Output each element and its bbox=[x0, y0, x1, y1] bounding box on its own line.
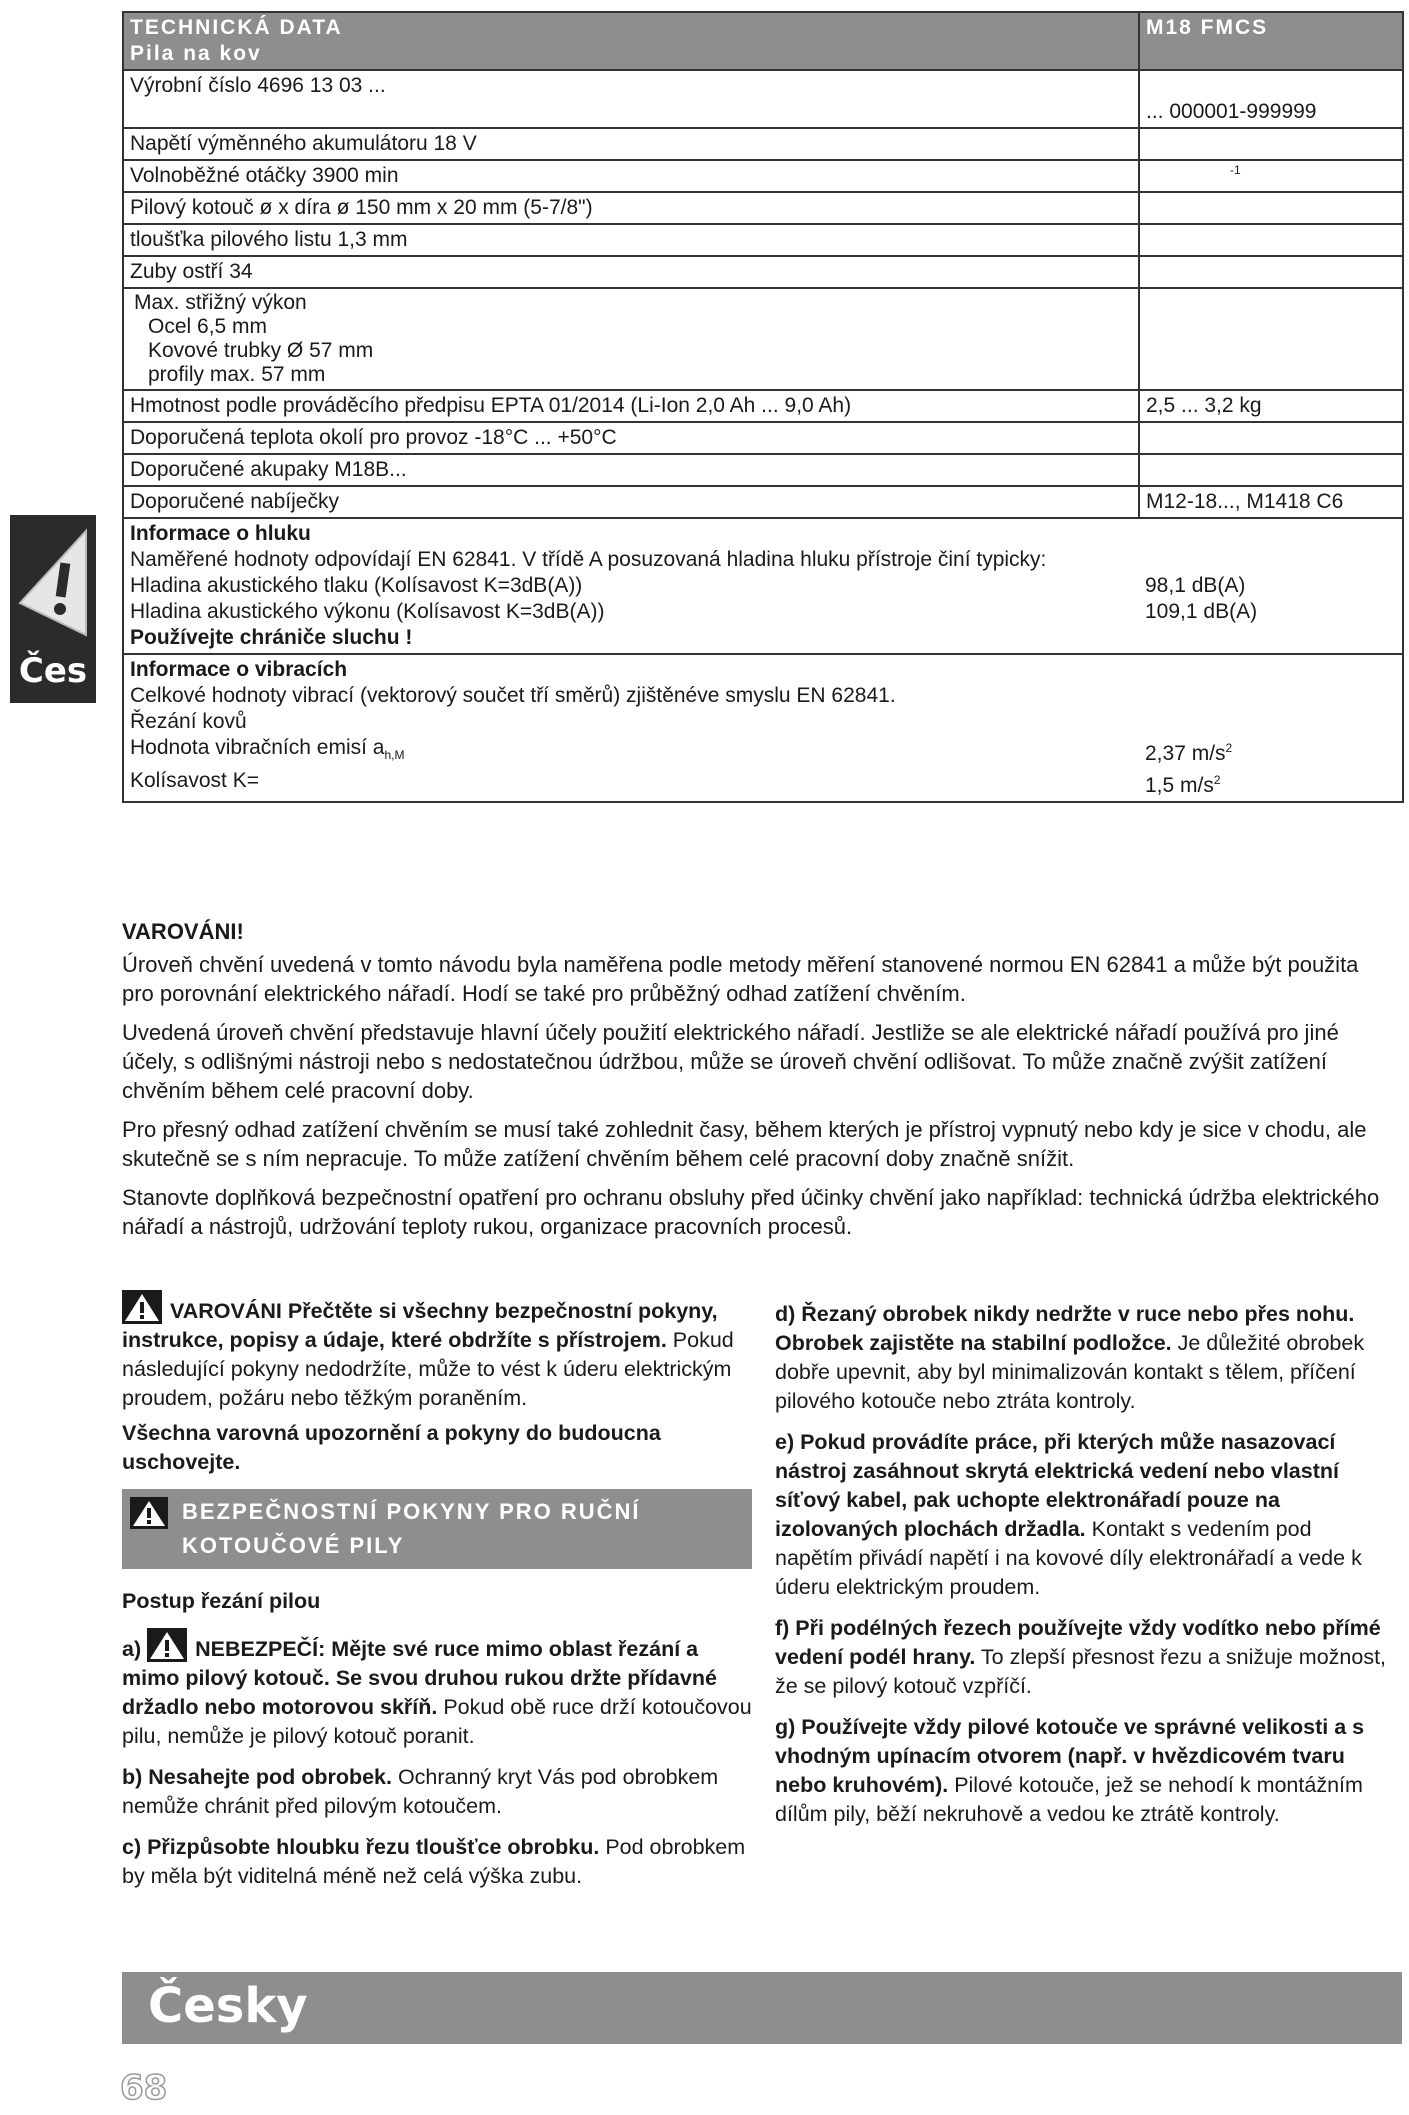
table-subtitle: Pila na kov bbox=[130, 42, 262, 65]
table-row: Doporučená teplota okolí pro provoz -18°C ... +50°C bbox=[123, 422, 1403, 454]
technical-data-table bbox=[122, 11, 1402, 803]
page-number: 68 bbox=[120, 2068, 168, 2108]
warning-triangle-icon bbox=[130, 1497, 168, 1529]
instruction-g: g) Používejte vždy pilové kotouče ve správné velikosti a s vhodným upínacím otvorem (např. v hvězdicovém tvaru nebo kruhovém). Pilové kotouče, jež se nehodí k montážním dílům pily, běží nekruhově a vedou ke ztrátě kontroly. bbox=[775, 1715, 1365, 1826]
table-row: Zuby ostří 34 bbox=[123, 256, 1403, 288]
table-row: Volnoběžné otáčky 3900 min -1 bbox=[123, 160, 1403, 192]
cutting-capacity-row: Max. střižný výkon Ocel 6,5 mm Kovové trubky Ø 57 mm profily max. 57 mm bbox=[123, 288, 1403, 390]
table-row: tloušťka pilového listu 1,3 mm bbox=[123, 224, 1403, 256]
safety-warning-paragraph: VAROVÁNI Přečtěte si všechny bezpečnostní pokyny, instrukce, popisy a údaje, které obdržíte s přístrojem. Pokud následující pokyny nedodržíte, může to vést k úderu elektrickým proudem, požáru nebo těžkým poraněním. bbox=[122, 1290, 752, 1413]
table-row: Výrobní číslo 4696 13 03 ... ... 000001-999999 bbox=[123, 70, 1403, 128]
instruction-c: c) Přizpůsobte hloubku řezu tloušťce obrobku. Pod obrobkem by měla být viditelná méně než celá výška zubu. bbox=[122, 1835, 746, 1888]
language-side-tab bbox=[10, 515, 96, 703]
warning-sign-icon bbox=[14, 523, 92, 643]
warning-paragraph: Uvedená úroveň chvění představuje hlavní účely použití elektrického nářadí. Jestliže se ale elektrické nářadí používá pro jiné účely, s odlišnými nástroji nebo s nedostatečnou údržbou, může se úroveň chvění odlišovat. To může značně zvýšit zatížení chvěním během celé pracovní doby. bbox=[122, 1020, 1339, 1103]
language-label: Česky bbox=[148, 1978, 308, 2034]
instruction-d: d) Řezaný obrobek nikdy nedržte v ruce nebo přes nohu. Obrobek zajistěte na stabilní podložce. Je důležité obrobek dobře upevnit, aby byl minimalizován kontakt s tělem, příčení pilového kotouče nebo ztráta kontroly. bbox=[775, 1302, 1365, 1413]
instruction-a: a) NEBEZPEČÍ: Mějte své ruce mimo oblast řezání a mimo pilový kotouč. Se svou druhou rukou držte přídavné držadlo nebo motorovou skříň. Pokud obě ruce drží kotoučovou pilu, nemůže je pilový kotouč poranit. bbox=[122, 1628, 752, 1751]
table-row: Doporučené nabíječky M12-18..., M1418 C6 bbox=[123, 486, 1403, 518]
side-tab-label: Čes bbox=[18, 651, 88, 691]
instruction-b: b) Nesahejte pod obrobek. Ochranný kryt Vás pod obrobkem nemůže chránit před pilovým kotoučem. bbox=[122, 1765, 719, 1818]
noise-info-row: Informace o hluku Naměřené hodnoty odpovídají EN 62841. V třídě A posuzovaná hladina hluku přístroje činí typicky: Hladina akustického tlaku (Kolísavost K=3dB(A)) Hladina akustického výkonu (Kolísavost K=3dB(A)) Používejte chrániče sluchu ! 98,1 dB(A) 109,1 dB(A) bbox=[123, 518, 1403, 654]
warning-heading: VAROVÁNI! bbox=[122, 919, 244, 944]
table-row: Doporučené akupaky M18B... bbox=[123, 454, 1403, 486]
section-bar bbox=[122, 1489, 752, 1569]
table-row: Pilový kotouč ø x díra ø 150 mm x 20 mm (5-7/8") bbox=[123, 192, 1403, 224]
warning-triangle-icon bbox=[147, 1628, 187, 1662]
warning-paragraph: Pro přesný odhad zatížení chvěním se musí také zohlednit časy, během kterých je přístroj vypnutý nebo kdy je sice v chodu, ale skutečně se s ním nepracuje. To může zatížení chvěním během celé pracovní doby značně snížit. bbox=[122, 1117, 1367, 1171]
section-bar-title: BEZPEČNOSTNÍ POKYNY PRO RUČNÍ KOTOUČOVÉ PILY bbox=[182, 1499, 641, 1558]
instruction-f: f) Při podélných řezech používejte vždy vodítko nebo přímé vedení podél hrany. To zlepší přesnost řezu a snižuje možnost, že se pilový kotouč vzpříčí. bbox=[775, 1616, 1387, 1698]
table-title: TECHNICKÁ DATA bbox=[130, 16, 343, 39]
right-column bbox=[775, 1300, 1390, 1841]
table-row: Napětí výměnného akumulátoru 18 V bbox=[123, 128, 1403, 160]
table-header-row bbox=[123, 12, 1403, 70]
vibration-info-row: Informace o vibracích Celkové hodnoty vibrací (vektorový součet tří směrů) zjištěnéve smyslu EN 62841. Řezání kovů Hodnota vibračních emisí $a_{h,M}$ Kolísavost K= 2,37 $m/s^2$ 1,5 $m/s^2$ bbox=[123, 654, 1403, 802]
procedure-heading: Postup řezání pilou bbox=[122, 1589, 321, 1613]
left-column bbox=[122, 1290, 752, 1903]
language-footer-bar bbox=[122, 1972, 1402, 2044]
warning-triangle-icon bbox=[122, 1290, 162, 1324]
warning-paragraph: Úroveň chvění uvedená v tomto návodu byla naměřena podle metody měření stanovené normou EN 62841 a může být použita pro porovnání elektrického nářadí. Hodí se také pro průběžný odhad zatížení chvěním. bbox=[122, 952, 1359, 1006]
keep-instructions: Všechna varovná upozornění a pokyny do budoucna uschovejte. bbox=[122, 1421, 661, 1474]
instruction-e: e) Pokud provádíte práce, při kterých může nasazovací nástroj zasáhnout skrytá elektrická vedení nebo vlastní síťový kabel, pak uchopte elektronářadí pouze na izolovaných plochách držadla. Kontakt s vedením pod napětím přivádí napětí i na kovové díly elektronářadí a vede k úderu elektrickým proudem. bbox=[775, 1430, 1362, 1599]
table-row: Hmotnost podle prováděcího předpisu EPTA 01/2014 (Li-Ion 2,0 Ah ... 9,0 Ah) 2,5 ... 3,2 kg bbox=[123, 390, 1403, 422]
vibration-warning-section bbox=[122, 917, 1392, 1251]
model-name: M18 FMCS bbox=[1139, 12, 1403, 70]
warning-paragraph: Stanovte doplňková bezpečnostní opatření pro ochranu obsluhy před účinky chvění jako například: technická údržba elektrického nářadí a nástrojů, udržování teploty rukou, organizace pracovních procesů. bbox=[122, 1185, 1380, 1239]
